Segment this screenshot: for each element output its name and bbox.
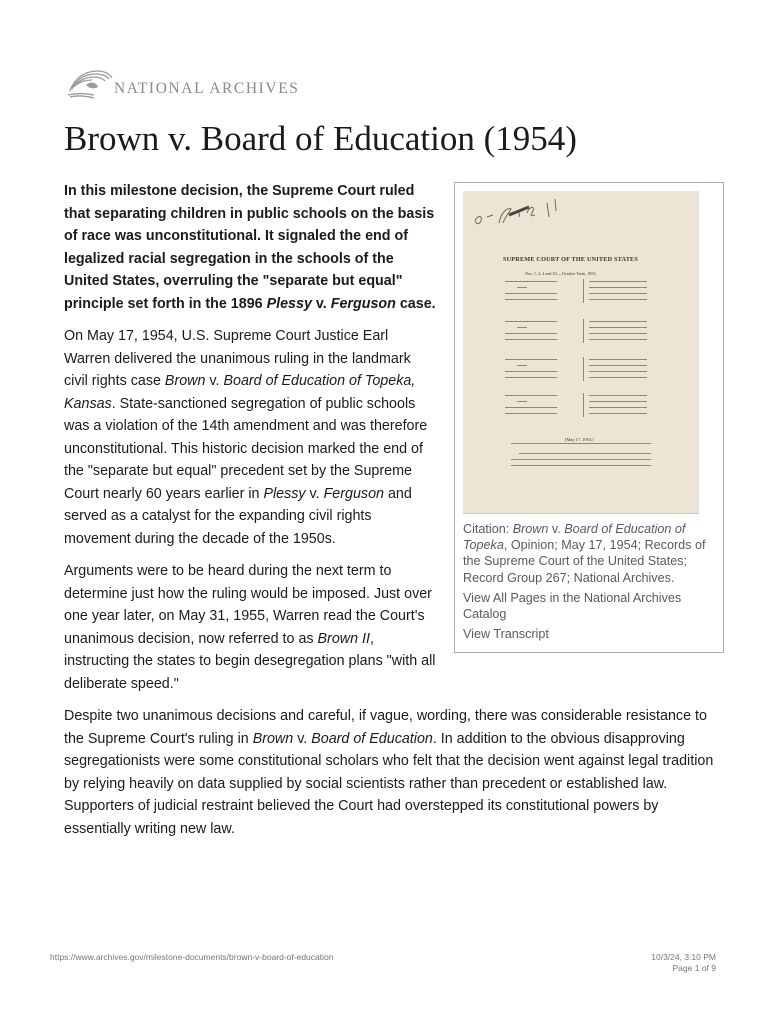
case-party-line — [505, 299, 557, 300]
body-text-line — [519, 453, 651, 454]
body-text-line — [511, 459, 651, 460]
view-transcript-link[interactable]: View Transcript — [463, 627, 549, 642]
case-court-line — [589, 407, 647, 408]
doc-subheading: Nos. 1, 2, 4 and 10.—October Term, 1953. — [525, 271, 597, 276]
body-text-line — [511, 443, 651, 444]
case-court-line — [589, 359, 647, 360]
case-party-line — [505, 395, 557, 396]
case-court-line — [589, 299, 647, 300]
case-court-line — [589, 371, 647, 372]
case-court-line — [589, 321, 647, 322]
opinion-document-image[interactable] — [463, 191, 699, 514]
case-party-line — [505, 339, 557, 340]
case-party-line — [505, 359, 557, 360]
case-court-line — [589, 377, 647, 378]
doc-date: [May 17, 1954.] — [565, 437, 594, 442]
case-court-line — [589, 413, 647, 414]
footer-datetime: 10/3/24, 3:10 PM — [651, 952, 716, 962]
handwriting-notation — [469, 193, 579, 233]
case-court-line — [589, 339, 647, 340]
article-body — [64, 180, 724, 850]
footer-url: https://www.archives.gov/milestone-documents/brown-v-board-of-education — [50, 952, 334, 962]
citation-text: Citation: Brown v. Board of Education of Topeka, Opinion; May 17, 1954; Records of the Supreme Court of the United States; Record Group 267; National Archives. — [463, 522, 706, 585]
page-title: Brown v. Board of Education (1954) — [64, 119, 577, 158]
paragraph-resistance: Despite two unanimous decisions and careful, if vague, wording, there was considerable resistance to the Supreme Court's ruling in Brown v. Board of Education. In addition to the obvious disapproving segregationists were some constitutional scholars who felt that the decision went against legal tradition by relying heavily on data supplied by social scientists rather than precedent or established law. Supporters of judicial restraint believed the Court had overstepped its constitutional powers by essentially writing new law. — [64, 708, 714, 837]
case-party-line — [517, 401, 527, 402]
footer-page-number: Page 1 of 9 — [672, 963, 716, 973]
case-court-line — [589, 395, 647, 396]
case-court-line — [589, 365, 647, 366]
case-bracket — [583, 279, 584, 303]
case-bracket — [583, 319, 584, 343]
case-party-line — [505, 293, 557, 294]
case-court-line — [589, 327, 647, 328]
paragraph-brown-ii: Arguments were to be heard during the next term to determine just how the ruling would be imposed. Just over one year later, on May 31, 1955, Warren read the Court's unanimous decision, now referred to as Brown II, instructing the states to begin desegregation plans "with all deliberate speed." — [64, 563, 436, 692]
case-party-line — [505, 413, 557, 414]
case-party-line — [505, 407, 557, 408]
view-catalog-link[interactable]: View All Pages in the National Archives Catalog — [463, 590, 682, 622]
case-party-line — [517, 287, 527, 288]
case-party-line — [505, 333, 557, 334]
doc-heading: SUPREME COURT OF THE UNITED STATES — [503, 256, 638, 263]
case-court-line — [589, 287, 647, 288]
eagle-logo-icon — [64, 65, 116, 99]
logo-wordmark: NATIONAL ARCHIVES — [114, 80, 300, 97]
body-text-line — [511, 465, 651, 466]
case-bracket — [583, 357, 584, 381]
national-archives-logo[interactable] — [64, 64, 300, 100]
case-court-line — [589, 293, 647, 294]
case-party-line — [505, 377, 557, 378]
case-party-line — [505, 321, 557, 322]
paragraph-ruling: On May 17, 1954, U.S. Supreme Court Justice Earl Warren delivered the unanimous ruling in the landmark civil rights case Brown v. Board of Education of Topeka, Kansas. State-sanctioned segregation of public schools was a violation of the 14th amendment and was therefore unconstitutional. This historic decision marked the end of the "separate but equal" precedent set by the Supreme Court nearly 60 years earlier in Plessy v. Ferguson and served as a catalyst for the expanding civil rights movement during the decade of the 1950s. — [64, 328, 428, 547]
footer-meta — [651, 952, 716, 974]
document-figure — [454, 182, 724, 653]
case-court-line — [589, 401, 647, 402]
figure-caption — [463, 521, 715, 642]
case-party-line — [505, 371, 557, 372]
case-bracket — [583, 393, 584, 417]
case-court-line — [589, 281, 647, 282]
case-party-line — [505, 281, 557, 282]
case-court-line — [589, 333, 647, 334]
case-party-line — [517, 327, 527, 328]
case-party-line — [517, 365, 527, 366]
lead-paragraph: In this milestone decision, the Supreme Court ruled that separating children in public schools on the basis of race was unconstitutional. It signaled the end of legalized racial segregation in the schools of the United States, overruling the "separate but equal" principle set forth in the 1896 Plessy v. Ferguson case. — [64, 183, 436, 312]
